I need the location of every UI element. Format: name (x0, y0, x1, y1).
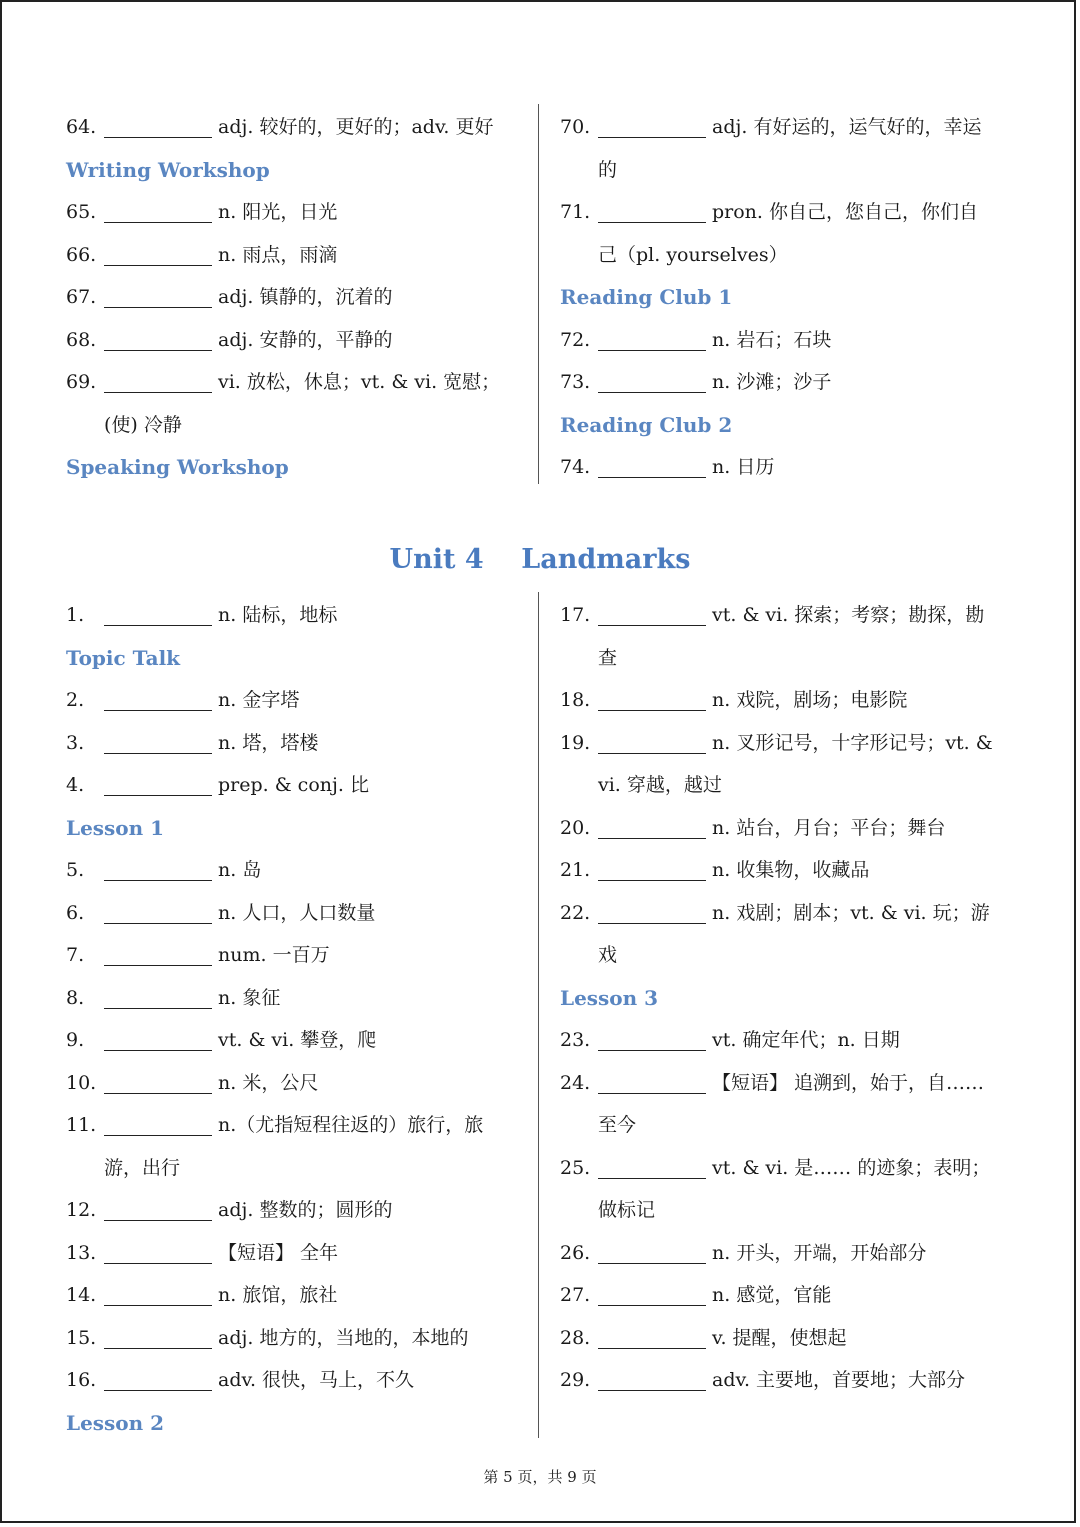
item-definition: 【短语】 追溯到，始于，自…… (712, 1071, 985, 1094)
answer-blank[interactable] (104, 328, 212, 351)
vocab-item (66, 934, 528, 977)
item-number: 8. (66, 986, 85, 1009)
vocab-item (66, 1317, 528, 1360)
vocab-item (66, 594, 528, 637)
vocab-item (66, 276, 528, 319)
bottom-left-column (66, 594, 528, 1444)
item-number: 70. (560, 116, 591, 138)
item-definition: n. 戏剧；剧本；vt. & vi. 玩；游 (712, 901, 990, 924)
top-column-divider (538, 104, 539, 484)
item-definition: adv. 很快，马上，不久 (218, 1369, 415, 1391)
item-definition: v. 提醒，使想起 (712, 1326, 847, 1349)
item-number: 4. (66, 774, 85, 796)
vocab-item (560, 1274, 1030, 1317)
item-definition: vt. & vi. 探索；考察；勘探，勘 (712, 604, 985, 626)
answer-blank[interactable] (598, 1368, 706, 1391)
section-heading: Lesson 2 (66, 1410, 165, 1435)
answer-blank[interactable] (598, 455, 706, 478)
answer-blank[interactable] (598, 901, 706, 924)
item-number: 28. (560, 1326, 591, 1349)
answer-blank[interactable] (598, 731, 706, 754)
vocab-item (560, 319, 1030, 362)
item-number: 7. (66, 944, 85, 966)
item-definition: n. 叉形记号，十字形记号；vt. & (712, 731, 993, 754)
vocab-item (560, 361, 1030, 404)
vocab-item (66, 234, 528, 277)
item-definition: adj. 镇静的，沉着的 (218, 286, 393, 308)
item-number: 16. (66, 1369, 97, 1391)
answer-blank[interactable] (104, 243, 212, 266)
answer-blank[interactable] (598, 603, 706, 626)
answer-blank[interactable] (104, 1071, 212, 1094)
vocab-item (560, 807, 1030, 850)
answer-blank[interactable] (104, 943, 212, 966)
section-heading: Lesson 3 (560, 985, 659, 1010)
vocab-item (66, 1232, 528, 1275)
item-number: 68. (66, 328, 97, 351)
item-number: 3. (66, 731, 85, 754)
vocab-item (560, 679, 1030, 722)
vocab-item (66, 319, 528, 362)
vocab-item (66, 1019, 528, 1062)
item-number: 14. (66, 1284, 97, 1306)
vocab-item (66, 1189, 528, 1232)
item-number: 12. (66, 1199, 97, 1221)
bottom-right-column (560, 594, 1030, 1402)
vocab-item (560, 722, 1030, 765)
item-number: 19. (560, 731, 591, 754)
vocab-item (560, 1359, 1030, 1402)
item-definition: n. 旅馆，旅社 (218, 1284, 338, 1306)
vocab-item (66, 977, 528, 1020)
vocab-item (66, 361, 528, 404)
answer-blank[interactable] (104, 688, 212, 711)
item-number: 6. (66, 901, 85, 924)
vocab-item (66, 849, 528, 892)
item-number: 22. (560, 901, 591, 924)
answer-blank[interactable] (104, 200, 212, 223)
item-number: 72. (560, 328, 591, 351)
definition-continuation: 戏 (598, 944, 618, 966)
item-definition: 【短语】 全年 (218, 1241, 339, 1264)
item-number: 2. (66, 689, 85, 711)
section-heading: Reading Club 1 (560, 285, 733, 309)
item-number: 25. (560, 1156, 591, 1179)
answer-blank[interactable] (598, 1156, 706, 1179)
item-definition: n. 收集物，收藏品 (712, 859, 870, 881)
answer-blank[interactable] (598, 200, 706, 223)
item-number: 1. (66, 604, 85, 626)
answer-blank[interactable] (598, 115, 706, 138)
answer-blank[interactable] (104, 1198, 212, 1221)
answer-blank[interactable] (598, 328, 706, 351)
item-number: 67. (66, 286, 97, 308)
vocab-item (66, 106, 528, 149)
item-number: 18. (560, 689, 591, 711)
item-definition: n. 岩石；石块 (712, 328, 832, 351)
top-right-column (560, 106, 1030, 489)
answer-blank[interactable] (104, 1368, 212, 1391)
answer-blank[interactable] (598, 858, 706, 881)
item-number: 65. (66, 201, 97, 223)
section-heading: Speaking Workshop (66, 455, 289, 479)
answer-blank[interactable] (598, 1283, 706, 1306)
answer-blank[interactable] (104, 370, 212, 393)
item-definition: adj. 安静的，平静的 (218, 328, 393, 351)
vocab-item (66, 1359, 528, 1402)
definition-continuation: 的 (598, 158, 618, 181)
definition-continuation: 至今 (598, 1114, 637, 1136)
section-heading: Reading Club 2 (560, 412, 733, 437)
item-number: 5. (66, 859, 85, 881)
item-definition: n. 阳光，日光 (218, 201, 338, 223)
answer-blank[interactable] (104, 603, 212, 626)
item-number: 24. (560, 1071, 591, 1094)
vocab-item (560, 892, 1030, 935)
answer-blank[interactable] (598, 1028, 706, 1051)
item-definition: n. 岛 (218, 859, 262, 881)
item-definition: n. 感觉，官能 (712, 1284, 832, 1306)
item-definition: n. 陆标，地标 (218, 604, 338, 626)
vocab-item (66, 892, 528, 935)
answer-blank[interactable] (104, 858, 212, 881)
item-definition: vi. 放松，休息；vt. & vi. 宽慰； (218, 371, 501, 393)
definition-continuation: 己（pl. yourselves） (598, 243, 788, 266)
item-number: 11. (66, 1114, 97, 1136)
answer-blank[interactable] (104, 1326, 212, 1349)
answer-blank[interactable] (104, 773, 212, 796)
item-number: 15. (66, 1326, 97, 1349)
answer-blank[interactable] (104, 1113, 212, 1136)
item-definition: n. 沙滩；沙子 (712, 371, 832, 393)
answer-blank[interactable] (104, 115, 212, 138)
item-number: 69. (66, 371, 97, 393)
vocab-item (66, 1274, 528, 1317)
item-definition: n. 塔，塔楼 (218, 731, 319, 754)
item-definition: n. 米，公尺 (218, 1071, 319, 1094)
item-number: 10. (66, 1071, 97, 1094)
item-number: 71. (560, 201, 591, 223)
vocab-item (560, 849, 1030, 892)
item-number: 29. (560, 1369, 591, 1391)
item-definition: n. 开头，开端，开始部分 (712, 1241, 927, 1264)
item-number: 74. (560, 456, 591, 478)
section-heading: Writing Workshop (66, 157, 270, 182)
item-number: 9. (66, 1029, 85, 1051)
item-definition: adj. 较好的，更好的；adv. 更好 (218, 116, 494, 138)
item-definition: n. 雨点，雨滴 (218, 243, 338, 266)
item-number: 21. (560, 859, 591, 881)
definition-continuation: (使) 冷静 (104, 413, 182, 436)
item-definition: adj. 整数的；圆形的 (218, 1199, 393, 1221)
item-number: 26. (560, 1241, 591, 1264)
item-number: 23. (560, 1029, 591, 1051)
item-definition: vt. 确定年代；n. 日期 (712, 1029, 900, 1051)
vocab-item (66, 679, 528, 722)
section-heading: Lesson 1 (66, 815, 165, 840)
vocab-item (560, 1062, 1030, 1105)
answer-blank[interactable] (104, 1241, 212, 1264)
section-heading: Topic Talk (66, 645, 181, 670)
vocab-item (560, 191, 1030, 234)
item-definition: n. 人口，人口数量 (218, 901, 376, 924)
item-number: 13. (66, 1241, 97, 1264)
vocab-item (560, 1019, 1030, 1062)
answer-blank[interactable] (104, 986, 212, 1009)
item-definition: n. 象征 (218, 986, 281, 1009)
item-definition: adv. 主要地，首要地；大部分 (712, 1369, 966, 1391)
vocab-item (560, 1317, 1030, 1360)
unit-title: Unit 4 Landmarks (389, 544, 691, 575)
answer-blank[interactable] (104, 731, 212, 754)
answer-blank[interactable] (104, 1028, 212, 1051)
item-definition: n. 戏院，剧场；电影院 (712, 689, 908, 711)
item-definition: adj. 有好运的，运气好的，幸运 (712, 116, 982, 138)
item-number: 27. (560, 1284, 591, 1306)
bottom-column-divider (538, 592, 539, 1438)
item-definition: n. 日历 (712, 456, 775, 478)
definition-continuation: vi. 穿越，越过 (598, 774, 722, 796)
vocab-item (560, 106, 1030, 149)
vocab-item (560, 1147, 1030, 1190)
answer-blank[interactable] (598, 1071, 706, 1094)
vocab-item (66, 1104, 528, 1147)
item-number: 20. (560, 816, 591, 839)
item-definition: pron. 你自己，您自己，你们自 (712, 201, 979, 223)
answer-blank[interactable] (104, 901, 212, 924)
item-definition: n. 金字塔 (218, 689, 300, 711)
vocab-item (560, 1232, 1030, 1275)
item-number: 64. (66, 116, 97, 138)
vocab-item (66, 764, 528, 807)
item-definition: prep. & conj. 比 (218, 774, 369, 796)
vocab-item (560, 446, 1030, 489)
page-footer: 第 5 页，共 9 页 (483, 1468, 597, 1486)
vocab-item (560, 594, 1030, 637)
definition-continuation: 做标记 (598, 1199, 656, 1221)
item-definition: num. 一百万 (218, 944, 330, 966)
answer-blank[interactable] (598, 1241, 706, 1264)
answer-blank[interactable] (104, 1283, 212, 1306)
answer-blank[interactable] (104, 285, 212, 308)
item-number: 66. (66, 243, 97, 266)
item-number: 17. (560, 604, 591, 626)
answer-blank[interactable] (598, 688, 706, 711)
top-left-column (66, 106, 528, 489)
answer-blank[interactable] (598, 816, 706, 839)
item-number: 73. (560, 371, 591, 393)
answer-blank[interactable] (598, 370, 706, 393)
item-definition: n. 站台，月台；平台；舞台 (712, 816, 946, 839)
item-definition: n.（尤指短程往返的）旅行，旅 (218, 1114, 484, 1136)
vocab-item (66, 191, 528, 234)
item-definition: vt. & vi. 是…… 的迹象；表明； (712, 1156, 991, 1179)
item-definition: adj. 地方的，当地的，本地的 (218, 1326, 469, 1349)
vocab-item (66, 722, 528, 765)
definition-continuation: 查 (598, 646, 618, 669)
vocab-item (66, 1062, 528, 1105)
item-definition: vt. & vi. 攀登，爬 (218, 1029, 377, 1051)
definition-continuation: 游，出行 (104, 1156, 181, 1179)
answer-blank[interactable] (598, 1326, 706, 1349)
